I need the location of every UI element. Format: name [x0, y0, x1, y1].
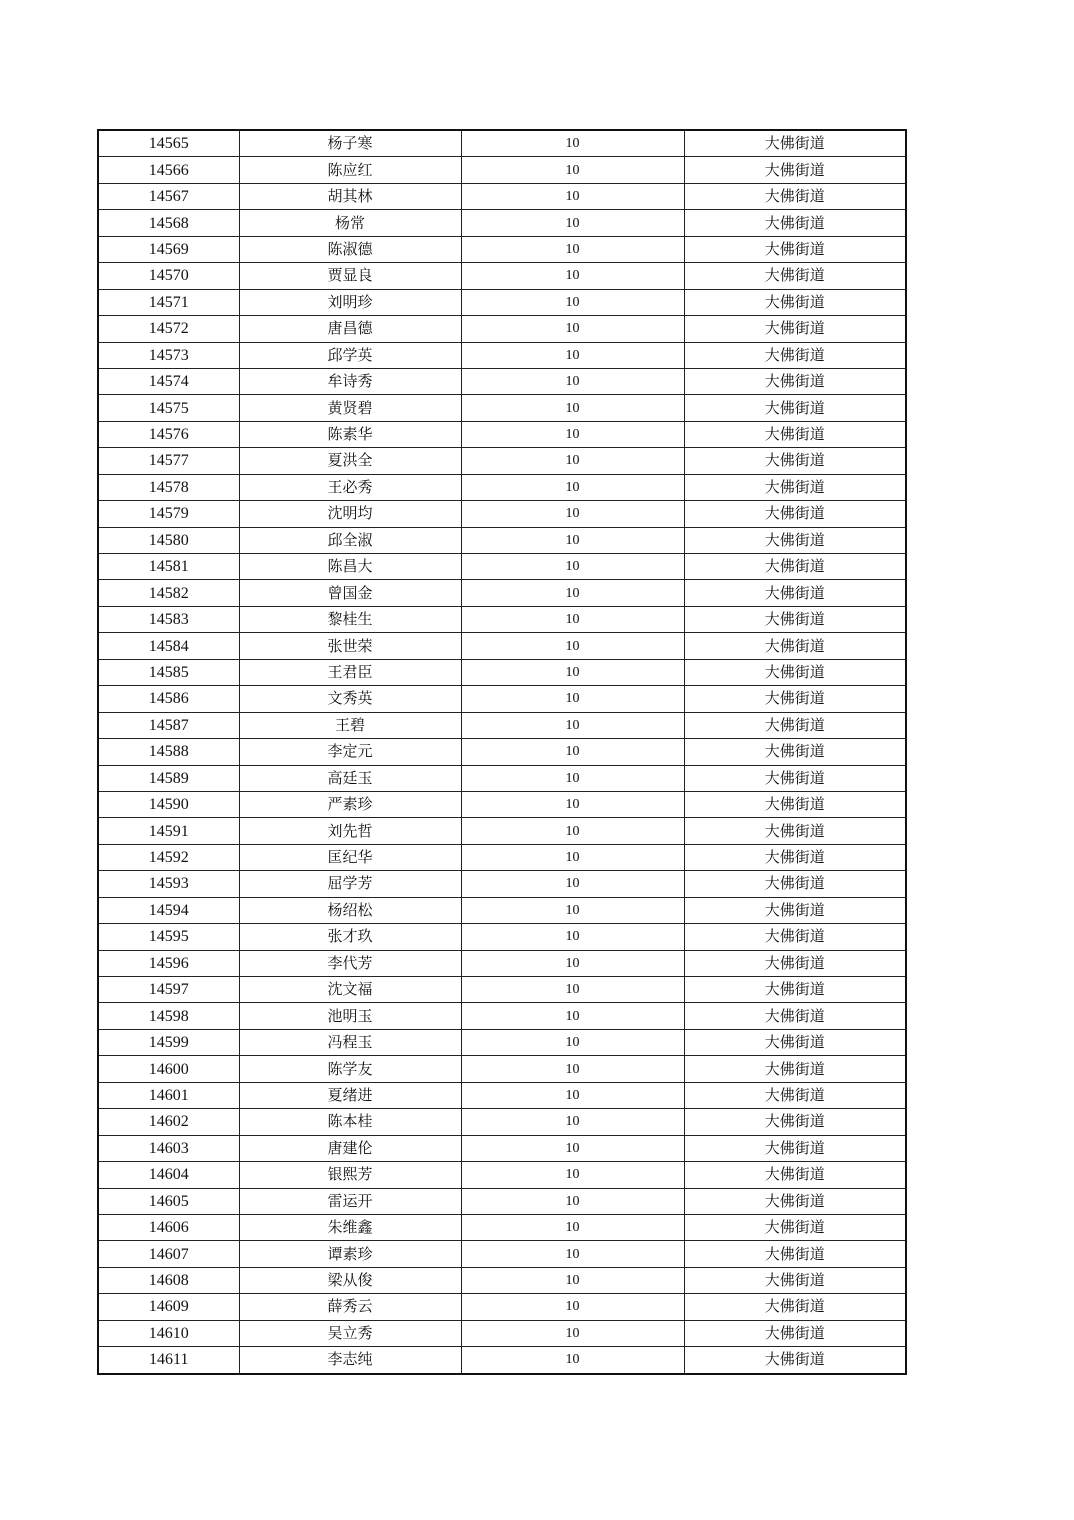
table-row	[98, 263, 906, 289]
street-name-cell: 大佛街道	[684, 474, 906, 500]
amount-cell: 10	[461, 368, 684, 394]
street-name-cell: 大佛街道	[684, 606, 906, 632]
table-row	[98, 712, 906, 738]
table-row	[98, 1162, 906, 1188]
amount-cell: 10	[461, 897, 684, 923]
amount-cell: 10	[461, 395, 684, 421]
amount-cell: 10	[461, 633, 684, 659]
person-name-cell: 池明玉	[239, 1003, 461, 1029]
amount-cell: 10	[461, 1003, 684, 1029]
street-name-cell: 大佛街道	[684, 739, 906, 765]
table-row	[98, 316, 906, 342]
street-name-cell: 大佛街道	[684, 791, 906, 817]
record-number-cell: 14592	[98, 844, 239, 870]
person-name-cell: 高廷玉	[239, 765, 461, 791]
table-row	[98, 1109, 906, 1135]
amount-cell: 10	[461, 739, 684, 765]
person-name-cell: 吴立秀	[239, 1320, 461, 1346]
record-number-cell: 14606	[98, 1214, 239, 1240]
table-row	[98, 659, 906, 685]
table-row	[98, 1214, 906, 1240]
record-number-cell: 14574	[98, 368, 239, 394]
record-number-cell: 14575	[98, 395, 239, 421]
amount-cell: 10	[461, 1135, 684, 1161]
street-name-cell: 大佛街道	[684, 395, 906, 421]
amount-cell: 10	[461, 606, 684, 632]
table-row	[98, 1320, 906, 1346]
street-name-cell: 大佛街道	[684, 368, 906, 394]
amount-cell: 10	[461, 1082, 684, 1108]
table-row	[98, 844, 906, 870]
record-number-cell: 14603	[98, 1135, 239, 1161]
table-row	[98, 395, 906, 421]
person-name-cell: 王君臣	[239, 659, 461, 685]
street-name-cell: 大佛街道	[684, 236, 906, 262]
amount-cell: 10	[461, 527, 684, 553]
amount-cell: 10	[461, 871, 684, 897]
person-name-cell: 李代芳	[239, 950, 461, 976]
record-number-cell: 14571	[98, 289, 239, 315]
amount-cell: 10	[461, 1188, 684, 1214]
record-number-cell: 14586	[98, 686, 239, 712]
person-name-cell: 陈素华	[239, 421, 461, 447]
person-name-cell: 牟诗秀	[239, 368, 461, 394]
record-number-cell: 14607	[98, 1241, 239, 1267]
person-name-cell: 刘明珍	[239, 289, 461, 315]
street-name-cell: 大佛街道	[684, 844, 906, 870]
table-row	[98, 368, 906, 394]
person-name-cell: 黄贤碧	[239, 395, 461, 421]
table-row	[98, 289, 906, 315]
person-name-cell: 陈淑德	[239, 236, 461, 262]
person-name-cell: 陈本桂	[239, 1109, 461, 1135]
table-row	[98, 130, 906, 157]
street-name-cell: 大佛街道	[684, 1320, 906, 1346]
table-row	[98, 924, 906, 950]
record-number-cell: 14588	[98, 739, 239, 765]
person-name-cell: 梁从俊	[239, 1267, 461, 1293]
street-name-cell: 大佛街道	[684, 1056, 906, 1082]
record-number-cell: 14579	[98, 501, 239, 527]
amount-cell: 10	[461, 316, 684, 342]
amount-cell: 10	[461, 1109, 684, 1135]
table-row	[98, 157, 906, 183]
street-name-cell: 大佛街道	[684, 342, 906, 368]
record-number-cell: 14581	[98, 554, 239, 580]
data-sheet	[97, 129, 905, 1375]
table-row	[98, 818, 906, 844]
person-name-cell: 王碧	[239, 712, 461, 738]
record-number-cell: 14577	[98, 448, 239, 474]
person-name-cell: 雷运开	[239, 1188, 461, 1214]
street-name-cell: 大佛街道	[684, 1135, 906, 1161]
person-name-cell: 邱全淑	[239, 527, 461, 553]
person-name-cell: 杨绍松	[239, 897, 461, 923]
record-number-cell: 14610	[98, 1320, 239, 1346]
amount-cell: 10	[461, 1056, 684, 1082]
street-name-cell: 大佛街道	[684, 871, 906, 897]
table-row	[98, 1188, 906, 1214]
amount-cell: 10	[461, 263, 684, 289]
table-row	[98, 448, 906, 474]
table-row	[98, 474, 906, 500]
record-number-cell: 14587	[98, 712, 239, 738]
person-name-cell: 杨常	[239, 210, 461, 236]
amount-cell: 10	[461, 1294, 684, 1320]
record-number-cell: 14590	[98, 791, 239, 817]
amount-cell: 10	[461, 501, 684, 527]
person-name-cell: 屈学芳	[239, 871, 461, 897]
street-name-cell: 大佛街道	[684, 1214, 906, 1240]
record-number-cell: 14605	[98, 1188, 239, 1214]
street-name-cell: 大佛街道	[684, 1029, 906, 1055]
street-name-cell: 大佛街道	[684, 1109, 906, 1135]
table-row	[98, 686, 906, 712]
record-number-cell: 14598	[98, 1003, 239, 1029]
street-name-cell: 大佛街道	[684, 157, 906, 183]
amount-cell: 10	[461, 236, 684, 262]
person-name-cell: 曾国金	[239, 580, 461, 606]
amount-cell: 10	[461, 712, 684, 738]
record-number-cell: 14594	[98, 897, 239, 923]
amount-cell: 10	[461, 686, 684, 712]
amount-cell: 10	[461, 157, 684, 183]
table-row	[98, 210, 906, 236]
street-name-cell: 大佛街道	[684, 554, 906, 580]
records-table	[97, 129, 907, 1375]
amount-cell: 10	[461, 1029, 684, 1055]
amount-cell: 10	[461, 818, 684, 844]
record-number-cell: 14573	[98, 342, 239, 368]
street-name-cell: 大佛街道	[684, 527, 906, 553]
table-row	[98, 739, 906, 765]
street-name-cell: 大佛街道	[684, 421, 906, 447]
person-name-cell: 邱学英	[239, 342, 461, 368]
table-row	[98, 1056, 906, 1082]
table-row	[98, 633, 906, 659]
street-name-cell: 大佛街道	[684, 580, 906, 606]
person-name-cell: 陈应红	[239, 157, 461, 183]
person-name-cell: 王必秀	[239, 474, 461, 500]
person-name-cell: 李定元	[239, 739, 461, 765]
street-name-cell: 大佛街道	[684, 263, 906, 289]
record-number-cell: 14582	[98, 580, 239, 606]
person-name-cell: 贾显良	[239, 263, 461, 289]
record-number-cell: 14583	[98, 606, 239, 632]
record-number-cell: 14595	[98, 924, 239, 950]
person-name-cell: 杨子寒	[239, 130, 461, 157]
record-number-cell: 14604	[98, 1162, 239, 1188]
street-name-cell: 大佛街道	[684, 659, 906, 685]
person-name-cell: 沈明均	[239, 501, 461, 527]
table-row	[98, 950, 906, 976]
record-number-cell: 14578	[98, 474, 239, 500]
table-row	[98, 1347, 906, 1374]
amount-cell: 10	[461, 791, 684, 817]
amount-cell: 10	[461, 554, 684, 580]
table-row	[98, 977, 906, 1003]
person-name-cell: 黎桂生	[239, 606, 461, 632]
record-number-cell: 14602	[98, 1109, 239, 1135]
amount-cell: 10	[461, 844, 684, 870]
street-name-cell: 大佛街道	[684, 1162, 906, 1188]
street-name-cell: 大佛街道	[684, 1267, 906, 1293]
amount-cell: 10	[461, 924, 684, 950]
street-name-cell: 大佛街道	[684, 1188, 906, 1214]
table-row	[98, 791, 906, 817]
record-number-cell: 14565	[98, 130, 239, 157]
person-name-cell: 唐建伦	[239, 1135, 461, 1161]
table-row	[98, 897, 906, 923]
table-row	[98, 1267, 906, 1293]
street-name-cell: 大佛街道	[684, 977, 906, 1003]
street-name-cell: 大佛街道	[684, 501, 906, 527]
street-name-cell: 大佛街道	[684, 1082, 906, 1108]
record-number-cell: 14608	[98, 1267, 239, 1293]
table-row	[98, 554, 906, 580]
amount-cell: 10	[461, 977, 684, 1003]
street-name-cell: 大佛街道	[684, 924, 906, 950]
person-name-cell: 张世荣	[239, 633, 461, 659]
amount-cell: 10	[461, 1267, 684, 1293]
person-name-cell: 张才玖	[239, 924, 461, 950]
person-name-cell: 唐昌德	[239, 316, 461, 342]
person-name-cell: 谭素珍	[239, 1241, 461, 1267]
street-name-cell: 大佛街道	[684, 1003, 906, 1029]
street-name-cell: 大佛街道	[684, 1241, 906, 1267]
table-row	[98, 421, 906, 447]
person-name-cell: 李志纯	[239, 1347, 461, 1374]
street-name-cell: 大佛街道	[684, 633, 906, 659]
street-name-cell: 大佛街道	[684, 950, 906, 976]
record-number-cell: 14593	[98, 871, 239, 897]
records-table-body	[98, 130, 906, 1374]
street-name-cell: 大佛街道	[684, 316, 906, 342]
street-name-cell: 大佛街道	[684, 130, 906, 157]
amount-cell: 10	[461, 421, 684, 447]
record-number-cell: 14568	[98, 210, 239, 236]
amount-cell: 10	[461, 1347, 684, 1374]
record-number-cell: 14566	[98, 157, 239, 183]
amount-cell: 10	[461, 183, 684, 209]
street-name-cell: 大佛街道	[684, 289, 906, 315]
street-name-cell: 大佛街道	[684, 183, 906, 209]
person-name-cell: 朱维鑫	[239, 1214, 461, 1240]
street-name-cell: 大佛街道	[684, 897, 906, 923]
person-name-cell: 银熙芳	[239, 1162, 461, 1188]
street-name-cell: 大佛街道	[684, 210, 906, 236]
table-row	[98, 236, 906, 262]
table-row	[98, 1082, 906, 1108]
person-name-cell: 匡纪华	[239, 844, 461, 870]
table-row	[98, 183, 906, 209]
table-row	[98, 1029, 906, 1055]
person-name-cell: 夏洪全	[239, 448, 461, 474]
person-name-cell: 严素珍	[239, 791, 461, 817]
person-name-cell: 刘先哲	[239, 818, 461, 844]
record-number-cell: 14580	[98, 527, 239, 553]
table-row	[98, 1241, 906, 1267]
table-row	[98, 1294, 906, 1320]
table-row	[98, 1003, 906, 1029]
person-name-cell: 夏绪进	[239, 1082, 461, 1108]
person-name-cell: 沈文福	[239, 977, 461, 1003]
record-number-cell: 14599	[98, 1029, 239, 1055]
table-row	[98, 342, 906, 368]
amount-cell: 10	[461, 580, 684, 606]
record-number-cell: 14600	[98, 1056, 239, 1082]
amount-cell: 10	[461, 210, 684, 236]
record-number-cell: 14596	[98, 950, 239, 976]
street-name-cell: 大佛街道	[684, 1347, 906, 1374]
amount-cell: 10	[461, 1320, 684, 1346]
table-row	[98, 765, 906, 791]
person-name-cell: 文秀英	[239, 686, 461, 712]
amount-cell: 10	[461, 1241, 684, 1267]
street-name-cell: 大佛街道	[684, 765, 906, 791]
table-row	[98, 871, 906, 897]
amount-cell: 10	[461, 342, 684, 368]
amount-cell: 10	[461, 1214, 684, 1240]
record-number-cell: 14567	[98, 183, 239, 209]
record-number-cell: 14589	[98, 765, 239, 791]
amount-cell: 10	[461, 950, 684, 976]
record-number-cell: 14597	[98, 977, 239, 1003]
table-row	[98, 580, 906, 606]
amount-cell: 10	[461, 289, 684, 315]
person-name-cell: 陈昌大	[239, 554, 461, 580]
person-name-cell: 冯程玉	[239, 1029, 461, 1055]
record-number-cell: 14601	[98, 1082, 239, 1108]
amount-cell: 10	[461, 448, 684, 474]
amount-cell: 10	[461, 765, 684, 791]
record-number-cell: 14611	[98, 1347, 239, 1374]
record-number-cell: 14591	[98, 818, 239, 844]
street-name-cell: 大佛街道	[684, 686, 906, 712]
street-name-cell: 大佛街道	[684, 1294, 906, 1320]
street-name-cell: 大佛街道	[684, 818, 906, 844]
street-name-cell: 大佛街道	[684, 448, 906, 474]
person-name-cell: 胡其林	[239, 183, 461, 209]
table-row	[98, 501, 906, 527]
record-number-cell: 14572	[98, 316, 239, 342]
record-number-cell: 14585	[98, 659, 239, 685]
person-name-cell: 薛秀云	[239, 1294, 461, 1320]
person-name-cell: 陈学友	[239, 1056, 461, 1082]
amount-cell: 10	[461, 474, 684, 500]
table-row	[98, 1135, 906, 1161]
amount-cell: 10	[461, 130, 684, 157]
record-number-cell: 14584	[98, 633, 239, 659]
record-number-cell: 14576	[98, 421, 239, 447]
record-number-cell: 14570	[98, 263, 239, 289]
amount-cell: 10	[461, 659, 684, 685]
record-number-cell: 14609	[98, 1294, 239, 1320]
street-name-cell: 大佛街道	[684, 712, 906, 738]
table-row	[98, 606, 906, 632]
amount-cell: 10	[461, 1162, 684, 1188]
record-number-cell: 14569	[98, 236, 239, 262]
table-row	[98, 527, 906, 553]
